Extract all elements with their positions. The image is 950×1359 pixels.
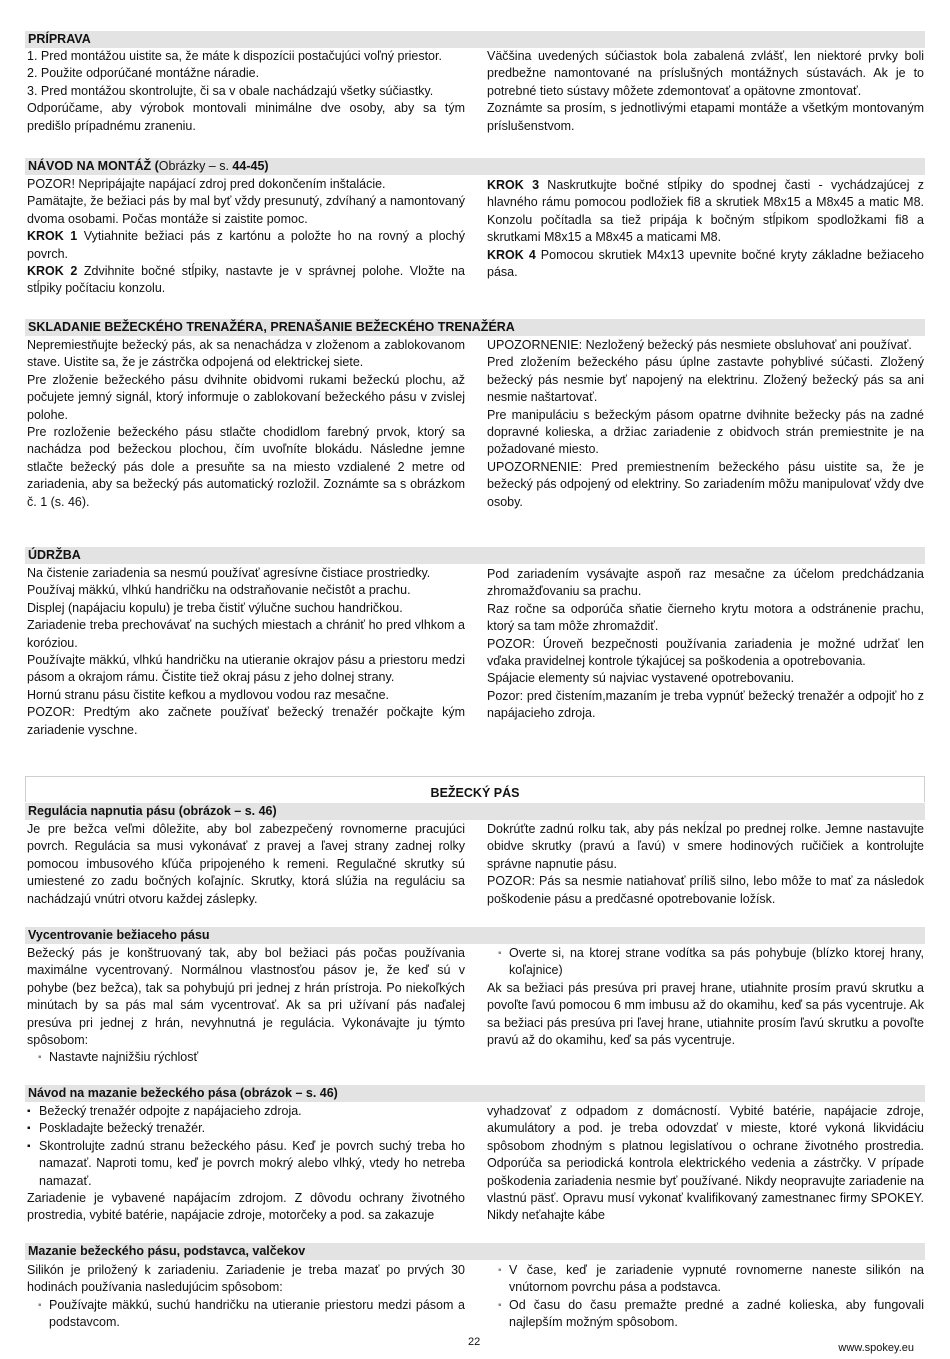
list-item: ▪ V čase, keď je zariadenie vypnuté rovnomerne naneste silikón na vnútornom povrchu pása a podstavca. (487, 1262, 924, 1297)
section-title-mazanie-navod: Návod na mazanie bežeckého pása (obrázok – s. 46) (25, 1085, 925, 1102)
step-label: KROK 1 (27, 229, 78, 244)
list-item: ▪ Od času do času premažte predné a zadné kolieska, aby fungovali najlepším možným spôsobom. (487, 1297, 924, 1332)
paragraph: vyhadzovať z odpadom z domácností. Vybité batérie, napájacie zdroje, akumulátory a pod. je treba odovzdať v mieste, ktoré vykoná likvidáciu spôsobom zhodným s platnou legislatívou o ochrane životného prostredia. Odporúča sa periodická kontrola elektrického vedenia a zástrčky. V prípade poškodenia zariadenia nesmie byť používané. Nikdy neopravujte zariadenie na vlastnú päsť. Opravu musí vykonať kvalifikovaný zamestnanec firmy SPOKEY. Nikdy neťahajte kábe (487, 1104, 924, 1223)
step-label: KROK 4 (487, 247, 536, 262)
section-title-montaz (25, 158, 925, 175)
paragraph: 3. Pred montážou skontrolujte, či sa v obale nachádzajú všetky súčiastky. (27, 83, 434, 98)
mazanie-navod-left (27, 1103, 465, 1225)
section-title-priprava: PRÍPRAVA (25, 31, 925, 48)
paragraph: Displej (napájaciu kopulu) je treba čistiť výlučne suchou handričkou. (27, 600, 403, 615)
paragraph: Dokrúťte zadnú rolku tak, aby pás nekĺzal po prednej rolke. Jemne nastavujte obidve skrutky (pravú a ľavú) v smere hodinových ručičiek a kontrolujte správne napnutie pásu. (487, 822, 924, 871)
step-4 (487, 247, 924, 282)
paragraph: Spájacie elementy sú najviac vystavené opotrebovaniu. (487, 671, 795, 686)
page-number: 22 (468, 1336, 481, 1348)
step-label: KROK 3 (487, 178, 540, 192)
paragraph: Väčšina uvedených súčiastok bola zabalená zvlášť, len niektoré prvky boli predbežne namontované na príslušných montážnych sústavách. Ak je to potrebné tieto sústavy môžete zdemontovať a opätovne zmontovať. (487, 49, 924, 98)
paragraph: Zariadenie treba prechovávať na suchých miestach a chrániť ho pred vlhkom a koróziou. (27, 618, 465, 650)
udrzba-left (27, 565, 465, 739)
section-title-vycentrovanie: Vycentrovanie bežiaceho pásu (25, 927, 925, 944)
step-label: KROK 2 (27, 264, 78, 279)
paragraph: POZOR: Pás sa nesmie natiahovať príliš silno, lebo môže to mať za následok poškodenie pásu a predčasné opotrebovanie ložísk. (487, 874, 924, 906)
paragraph: POZOR! Nepripájajte napájací zdroj pred dokončením inštalácie. (27, 177, 386, 191)
mazanie-left (27, 1262, 465, 1332)
regulacia-left (27, 821, 465, 908)
step-text: Vytiahnite bežiaci pás z kartónu a položte ho na rovný a plochý povrch. (27, 229, 465, 261)
list-item: ▪ Poskladajte bežecký trenažér. (27, 1120, 465, 1137)
step-1 (27, 228, 465, 263)
list-item: ▪ Overte si, na ktorej strane vodítka sa pás pohybuje (blízko ktorej hrany, koľajnice) (487, 945, 924, 980)
paragraph: Zariadenie je vybavené napájacím zdrojom. Z dôvodu ochrany životného prostredia, vybité batérie, napájacie zdroje, motorčeky a pod. sa zakazuje (27, 1191, 465, 1223)
montaz-right (487, 177, 924, 281)
list-item: ▪ Skontrolujte zadnú stranu bežeckého pásu. Keď je povrch suchý treba ho namazať. Naproti tomu, keď je povrch mokrý alebo vlhký, vtedy ho netreba namazať. (27, 1138, 465, 1190)
paragraph: Raz ročne sa odporúča sňatie čierneho krytu motora a odstránenie prachu, ktorý sa tam môže zhromaždiť. (487, 601, 924, 634)
paragraph: Pre rozloženie bežeckého pásu stlačte chodidlom farebný prvok, ktorý sa nachádza pod bežeckou plochou, čím uvoľníte blokádu. Následne jemne stlačte bežecký pás dole a presuňte sa na miesto vzdialené 2 metre od zariadenia, aby sa bežecký pás automatický rozložil. Zoznámte sa s obrázkom č. 1 (s. 46). (27, 425, 465, 509)
montaz-title-pages: 44-45) (232, 159, 269, 173)
mazanie-navod-right (487, 1103, 924, 1225)
paragraph: Pozor: pred čistením,mazaním je treba vypnúť bežecký trenažér a odpojiť ho z napájacieho zdroja. (487, 688, 924, 721)
vycentrovanie-right (487, 945, 924, 1049)
paragraph: Používaj mäkkú, vlhkú handričku na odstraňovanie nečistôt a prachu. (27, 583, 411, 598)
paragraph: Silikón je priložený k zariadeniu. Zariadenie je treba mazať po prvých 30 hodinách používania nasledujúcim spôsobom: (27, 1263, 465, 1295)
paragraph: Pod zariadením vysávajte aspoň raz mesačne za účelom predchádzania zhromažďovaniu sa prachu. (487, 567, 924, 599)
montaz-left (27, 176, 465, 298)
paragraph: Je pre bežca veľmi dôležite, aby bol zabezpečený rovnomerne pracujúci povrch. Regulácia sa musi vykonávať z pravej a ľavej strany zadnej rolky pomocou imbusového kľúča pripojeného k remeni. Regulačné skrutky sú umiestené zo zadu bočných koľajníc. Skrutky, ktorá slúžia na reguláciu sa nachádzajú vnútri otvoru každej záslepky. (27, 822, 465, 906)
step-text: Zdvihnite bočné stĺpiky, nastavte je v správnej polohe. Vložte na stĺpiky počítaciu konzolu. (27, 264, 465, 296)
chapter-box (25, 776, 925, 802)
paragraph: Zoznámte sa prosím, s jednotlivými etapami montáže a všetkým montovaným príslušenstvom. (487, 101, 924, 133)
paragraph: UPOZORNENIE: Nezložený bežecký pás nesmiete obsluhovať ani používať. (487, 338, 912, 352)
priprava-right (487, 48, 924, 135)
step-3 (487, 177, 924, 247)
footer-url: www.spokey.eu (838, 1342, 914, 1354)
paragraph: 1. Pred montážou uistite sa, že máte k dispozícii postačujúci voľný priestor. (27, 49, 442, 63)
paragraph: Hornú stranu pásu čistite kefkou a mydlovou vodou raz mesačne. (27, 687, 389, 702)
udrzba-right (487, 566, 924, 723)
paragraph: Pre zloženie bežeckého pásu dvihnite obidvomi rukami bežeckú plochu, až počujete jemný signál, ktorý informuje o zablokovaní bežeckého pásu v zvislej polohe. (27, 372, 465, 422)
paragraph: 2. Použite odporúčané montážne náradie. (27, 66, 260, 81)
paragraph: UPOZORNENIE: Pred premiestnením bežeckého pásu uistite sa, že je bežecký pás odpojený od elektriny. So zariadením môžu manipulovať vždy dve osoby. (487, 459, 924, 509)
paragraph: Pamätajte, že bežiaci pás by mal byť vždy presunutý, zdvíhaný a namontovaný dvoma osobami. Počas montáže si zaistite pomoc. (27, 194, 465, 226)
priprava-left (27, 48, 465, 135)
section-title-mazanie: Mazanie bežeckého pásu, podstavca, valčekov (25, 1243, 925, 1260)
vycentrovanie-left (27, 945, 465, 1067)
paragraph: Na čistenie zariadenia sa nesmú používať agresívne čistiace prostriedky. (27, 566, 431, 580)
list-item: ▪ Bežecký trenažér odpojte z napájacieho zdroja. (27, 1103, 465, 1120)
paragraph: POZOR: Predtým ako začnete používať bežecký trenažér počkajte kým zariadenie vyschne. (27, 705, 465, 737)
list-item: ▪ Nastavte najnižšiu rýchlosť (27, 1049, 465, 1066)
section-title-skladanie: SKLADANIE BEŽECKÉHO TRENAŽÉRA, PRENAŠANIE BEŽECKÉHO TRENAŽÉRA (25, 319, 925, 336)
list-item: ▪ Používajte mäkkú, suchú handričku na utieranie priestoru medzi pásom a podstavcom. (27, 1297, 465, 1332)
step-text: Naskrutkujte bočné stĺpiky do spodnej časti - vychádzajúcej z hlavného rámu pomocou podložiek fi8 a skrutiek M8x15 a M8x45 a matic M8. Konzolu počítadla sa tiež pripája k bočným stĺpikom spodložkami fi8 a skrutkami M8x15 a M8x45 a maticami M8. (487, 178, 924, 245)
paragraph: Pre manipuláciu s bežeckým pásom opatrne dvihnite bežecky pás na zadné dopravné kolieska, a držiac zariadenie z obidvoch strán premiestnite je na požadované miesto. (487, 407, 924, 457)
montaz-title-normal: Obrázky – s. (158, 159, 233, 173)
section-title-udrzba: ÚDRŽBA (25, 547, 925, 564)
paragraph: Bežecký pás je konštruovaný tak, aby bol bežiaci pás počas používania maximálne vycentrovaný. Normálnou vlastnosťou pásov je, že keď sú v pohybe (bez bežca), tak sa pohybujú pri jednej z hrán prístroja. Po niekoľkých minútach by sa pás mal sám vycentrovať. Ak sa pri užívaní pás naďalej presúva pri jednej z hrán, nevyhnutná je regulácia. Vykonávajte ju týmto spôsobom: (27, 946, 465, 1048)
montaz-title-bold: NÁVOD NA MONTÁŽ ( (28, 159, 159, 173)
section-title-regulacia: Regulácia napnutia pásu (obrázok – s. 46) (25, 803, 925, 820)
paragraph: Pred zložením bežeckého pásu úplne zastavte pohyblivé súčasti. Zložený bežecký pás nesmie byť napojený na elektrinu. Zložený bežecký pás sa ani nesmie naštartovať. (487, 355, 924, 405)
step-2 (27, 263, 465, 298)
paragraph: Ak sa bežiaci pás presúva pri pravej hrane, utiahnite prosím pravú skrutku a povoľte ľavú pomocou 6 mm imbusu až do okamihu, keď sa pás vycentruje. Ak sa bežiaci pás presúva pri ľavej hrane, utiahnite prosím ľavú skrutku a povoľte pravú až do okamihu, keď sa pás vycentruje. (487, 980, 924, 1048)
mazanie-right (487, 1262, 924, 1332)
paragraph: POZOR: Úroveň bezpečnosti používania zariadenia je možné udržať len vďaka pravidelnej kontrole týkajúcej sa poškodenia a opotrebovania. (487, 636, 924, 669)
paragraph: Používajte mäkkú, vlhkú handričku na utieranie okrajov pásu a priestoru medzi pásom a okrajom rámu. Čistite tiež okraj pásu z jeho dolnej strany. (27, 653, 465, 685)
regulacia-right (487, 821, 924, 908)
step-text: Pomocou skrutiek M4x13 upevnite bočné kryty základne bežiaceho pása. (487, 247, 925, 280)
skladanie-right (487, 337, 924, 511)
paragraph: Nepremiestňujte bežecký pás, ak sa nenachádza v zloženom a zablokovanom stave. Uistite sa, že je zástrčka odpojená od elektrickej siete. (27, 338, 465, 370)
paragraph: Odporúčame, aby výrobok montovali minimálne dve osoby, aby sa tým predišlo prípadnému zraneniu. (27, 101, 465, 133)
chapter-title: BEŽECKÝ PÁS (430, 786, 520, 800)
skladanie-left (27, 337, 465, 511)
